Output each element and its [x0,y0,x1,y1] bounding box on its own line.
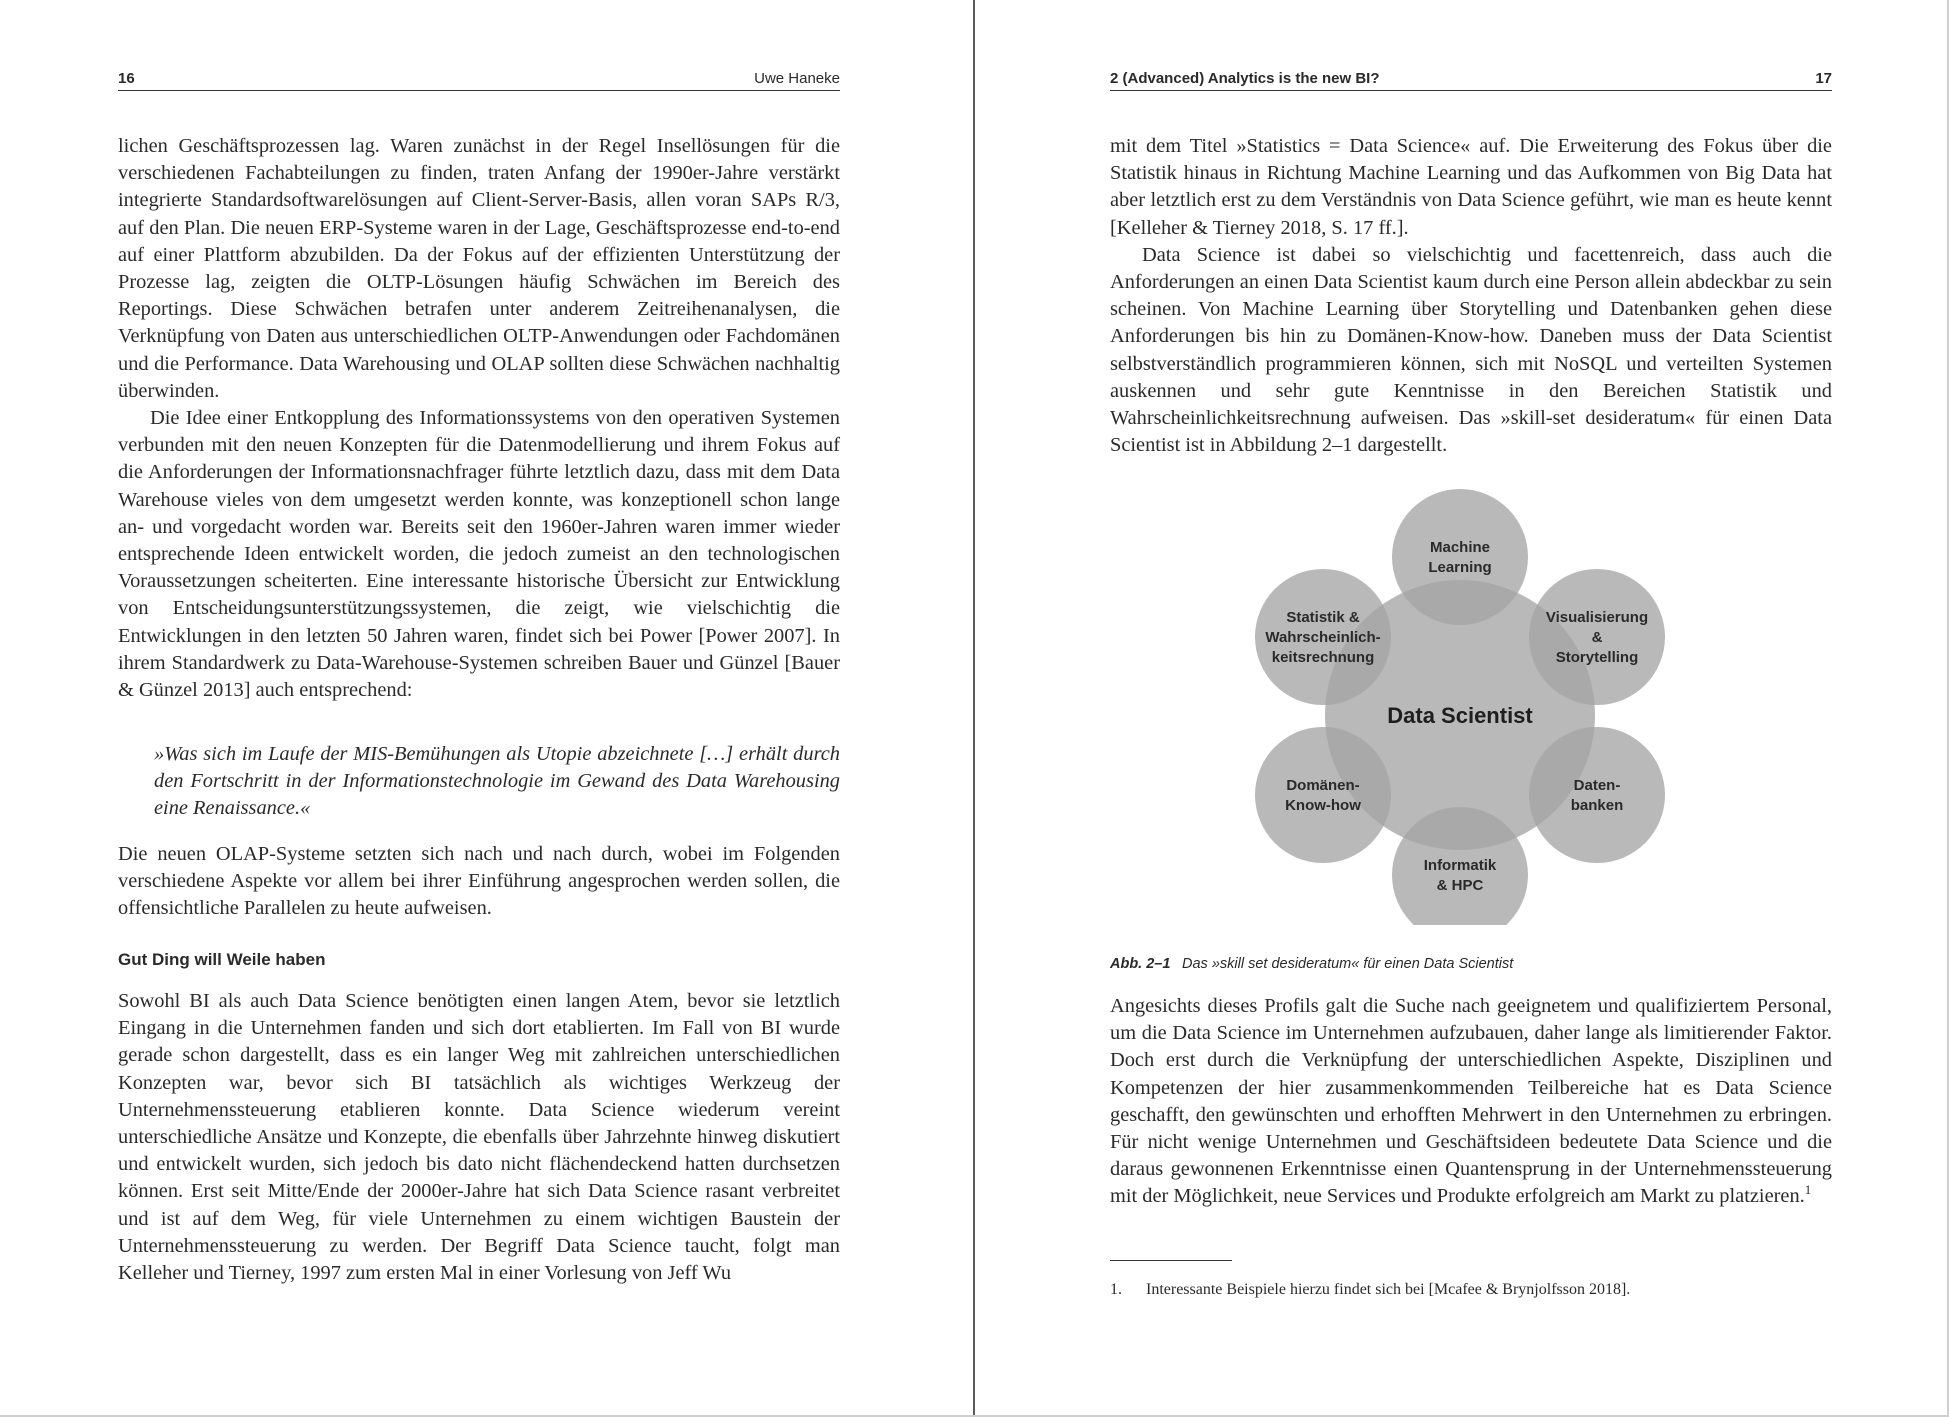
footnote-rule [1110,1260,1232,1261]
block-quote: »Was sich im Laufe der MIS-Bemühungen als Utopie abzeichnete […] erhält durch den Fortschritt in der Informationstechnologie im Gewand des Data Warehousing eine Renaissance.« [154,743,840,820]
footnote-marker: 1 [1804,1182,1812,1198]
paragraph: Die Idee einer Entkopplung des Informationssystems von den operativen Systemen verbunden mit den neuen Konzepten für die Datenmodellierung und ihrem Fokus auf die Anforderungen der Informationsnachfrager führte letztlich dazu, dass mit dem Data Warehouse vieles von dem umgesetzt werden konnte, was konzeptionell schon lange an- und vorgedacht worden war. Bereits seit den 1960er-Jahren waren immer wieder entsprechende Ideen entwickelt worden, die jedoch zumeist an den technologischen Voraussetzungen scheiterten. Eine interessante historische Übersicht zur Entwicklung von Entscheidungsunterstützungssystemen, die zeigt, wie vielschichtig die Entwicklungen in den letzten 50 Jahren waren, findet sich bei Power [Power 2007]. In ihrem Standardwerk zu Data-Warehouse-Systemen schreiben Bauer und Günzel [Bauer & Günzel 2013] auch entsprechend: [118,407,840,702]
footnote-text: Interessante Beispiele hierzu findet sich bei [Mcafee & Brynjolfsson 2018]. [1146,1281,1631,1298]
body-text [118,988,840,1287]
paragraph: Sowohl BI als auch Data Science benötigten einen langen Atem, bevor sie letztlich Eingang in die Unternehmen fanden und sich dort etablierten. Im Fall von BI wurde gerade schon dargestellt, dass es ein langer Weg mit zahlreichen unterschiedlichen Konzepten war, bevor sich BI tatsächlich als wichtiges Werkzeug der Unternehmenssteuerung etablieren konnte. Data Science wiederum vereint unterschiedliche Ansätze und Konzepte, die ebenfalls über Jahrzehnte hinweg diskutiert und entwickelt wurden, sich jedoch bis dato nicht flächendeckend hatten durchsetzen können. Erst seit Mitte/Ende der 2000er-Jahre hat sich Data Science rasant verbreitet und ist auf dem Weg, für viele Unternehmen zu einem wichtigen Baustein der Unternehmenssteuerung zu werden. Der Begriff Data Science taucht, folgt man Kelleher und Tierney, 1997 zum ersten Mal in einer Vorlesung von Jeff Wu [118,990,840,1285]
skill-label-line: Know-how [1285,797,1361,814]
page-header [1110,68,1832,91]
body-text [118,133,840,704]
skill-label-line: Statistik & [1286,609,1360,626]
skill-label-line: keitsrechnung [1271,649,1375,666]
paragraph [1110,993,1832,1211]
skill-label-line: Visualisierung [1545,609,1649,626]
skill-label-line: Wahrscheinlich- [1265,629,1381,646]
skill-label-line: Informatik [1423,857,1497,874]
running-head-author: Uwe Haneke [754,70,840,87]
skill-label-line: Storytelling [1555,649,1639,666]
caption-text: Das »skill set desideratum« für einen Data Scientist [1182,956,1514,972]
section-heading: Gut Ding will Weile haben [118,950,326,969]
left-page [0,0,974,1417]
skill-label-line: Learning [1428,559,1492,576]
paragraph: Die neuen OLAP-Systeme setzten sich nach und nach durch, wobei im Folgenden verschiedene Aspekte vor allem bei ihrer Einführung angesprochen werden sollen, die offensichtliche Parallelen zu heute aufweisen. [118,843,840,920]
body-text [1110,133,1832,459]
center-label: Data Scientist [1387,703,1533,728]
page-number: 16 [118,70,135,87]
skill-label-line: Daten- [1573,777,1621,794]
footnote-number: 1. [1110,1281,1122,1298]
paragraph: mit dem Titel »Statistics = Data Science« auf. Die Erweiterung des Fokus über die Statistik hinaus in Richtung Machine Learning und das Aufkommen von Big Data hat aber letztlich erst zu dem Verständnis von Data Science geführt, wie man es heute kennt [Kelleher & Tierney 2018, S. 17 ff.]. [1110,135,1832,239]
body-text [118,841,840,923]
skill-label-line: & HPC [1436,877,1484,894]
paragraph: Data Science ist dabei so vielschichtig und facettenreich, dass auch die Anforderungen an einen Data Scientist kaum durch eine Person allein abdeckbar zu sein scheinen. Von Machine Learning über Storytelling und Datenbanken gehen diese Anforderungen bis hin zu Domänen-Know-how. Daneben muss der Data Scientist selbstverständlich programmieren können, sich mit NoSQL und verteilten Systemen auskennen und sehr gute Kenntnisse in den Bereichen Statistik und Wahrscheinlichkeitsrechnung aufweisen. Das »skill-set desideratum« für einen Data Scientist ist in Abbildung 2–1 dargestellt. [1110,243,1832,457]
skill-label-line: Machine [1429,539,1491,556]
caption-label: Abb. 2–1 [1110,956,1171,972]
skill-label-line: Domänen- [1286,777,1360,794]
paragraph-text: Angesichts dieses Profils galt die Suche nach geeignetem und qualifiziertem Personal, um die Data Science im Unternehmen aufzubauen, daher lange als limitierender Faktor. Doch erst durch die Verknüpfung der unterschiedlichen Aspekte, Disziplinen und Kompetenzen der hier zusammenkommenden Teilbereiche hat es Data Science geschafft, den gewünschten und erhofften Mehrwert in den Unternehmen zu erbringen. Für nicht wenige Unternehmen und Geschäftsideen bedeutete Data Science und die daraus gewonnenen Erkenntnisse einen Quantensprung in der Unternehmenssteuerung mit der Möglichkeit, neue Services und Produkte erfolgreich am Markt zu platzieren. [1110,995,1832,1208]
page-number: 17 [1815,70,1832,87]
figure-caption [1110,956,1513,972]
footnote [1110,1280,1832,1300]
skill-set-diagram [1240,485,1680,925]
skill-label-line: & [1591,629,1603,646]
body-text [1110,993,1832,1211]
running-head-chapter: 2 (Advanced) Analytics is the new BI? [1110,70,1380,87]
skill-label-line: banken [1570,797,1624,814]
book-spine [973,0,975,1417]
paragraph: lichen Geschäftsprozessen lag. Waren zunächst in der Regel Insellösungen für die verschiedenen Fachabteilungen zu finden, traten Anfang der 1990er-Jahre verstärkt integrierte Standardsoftwarelösungen auf Client-Server-Basis, allen voran SAPs R/3, auf den Plan. Die neuen ERP-Systeme waren in der Lage, Geschäftsprozesse end-to-end auf einer Plattform abzubilden. Da der Fokus auf der effizienten Unterstützung der Prozesse lag, zeigten die OLTP-Lösungen häufig Schwächen im Bereich des Reportings. Diese Schwächen betrafen unter anderem Zeitreihenanalysen, die Verknüpfung von Daten aus unterschiedlichen OLTP-Anwendungen oder Fachdomänen und die Performance. Data Warehousing und OLAP sollten diese Schwächen nachhaltig überwinden. [118,135,840,402]
page-header [118,68,840,91]
